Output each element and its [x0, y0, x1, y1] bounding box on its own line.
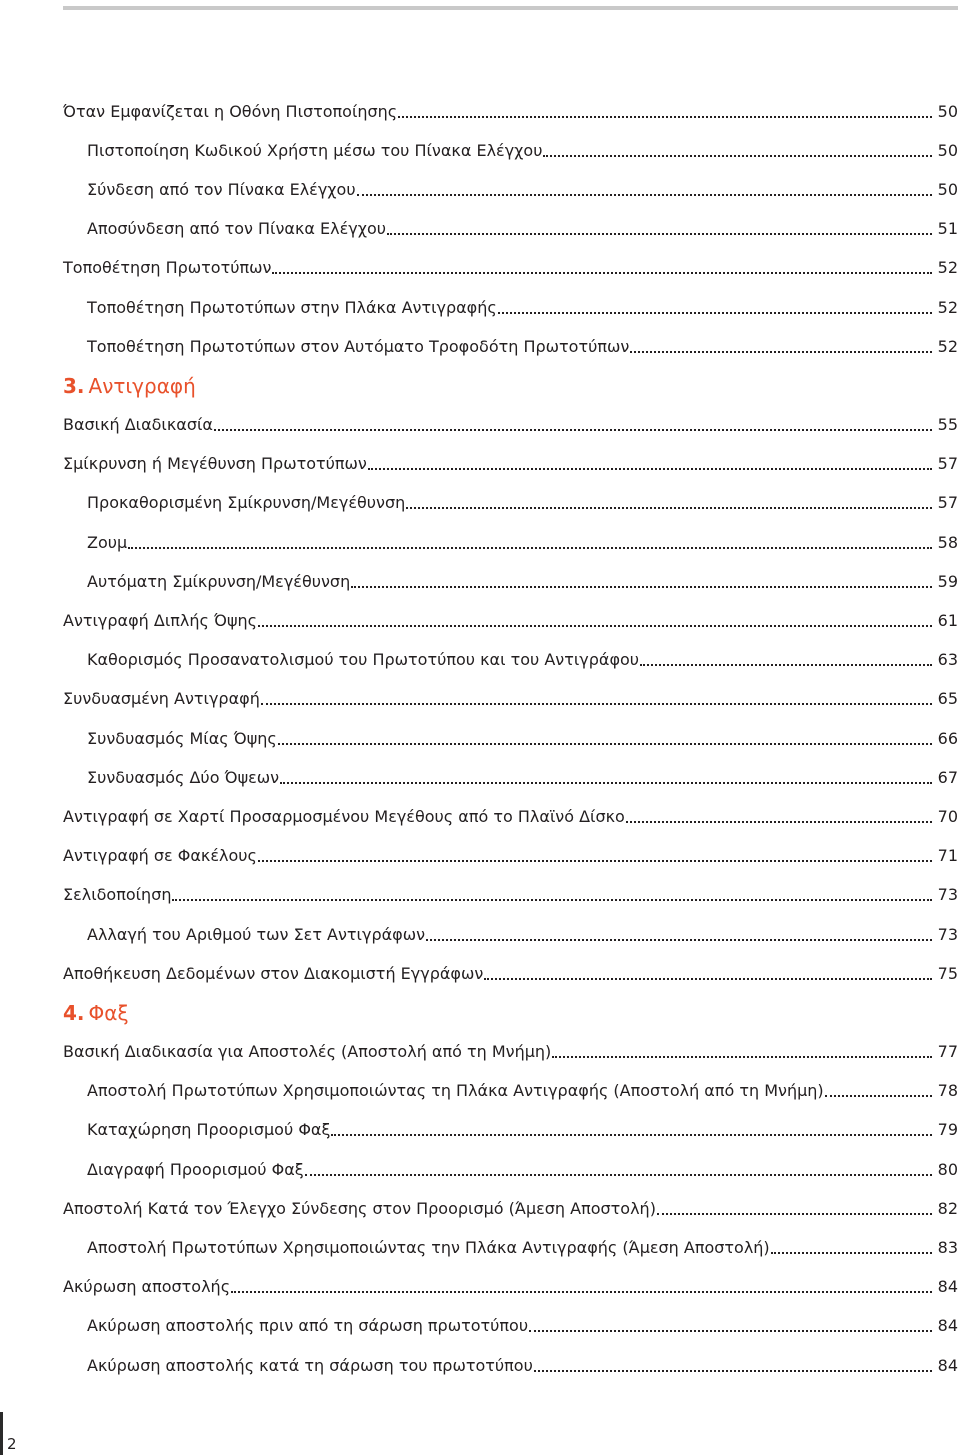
- toc-subentry[interactable]: [63, 288, 958, 327]
- toc-entry-title: Αποσύνδεση από τον Πίνακα Ελέγχου: [87, 219, 386, 239]
- toc-entry-title: Σύνδεση από τον Πίνακα Ελέγχου: [87, 179, 356, 199]
- dot-leader: [771, 1252, 932, 1254]
- toc-page-number: 59: [937, 571, 958, 591]
- toc-page-number: 63: [937, 650, 958, 670]
- dot-leader: [640, 664, 932, 666]
- toc-subentry[interactable]: [63, 1307, 958, 1346]
- chapter-number: 3.: [63, 373, 85, 398]
- toc-page-number: 83: [937, 1238, 958, 1258]
- toc-entry-title: Βασική Διαδικασία: [63, 415, 213, 435]
- toc-entry[interactable]: [63, 1189, 958, 1228]
- toc-page-number: 84: [937, 1277, 958, 1297]
- dot-leader: [280, 782, 932, 784]
- toc-entry-title: Καταχώρηση Προορισμού Φαξ: [87, 1120, 331, 1140]
- dot-leader: [529, 1330, 932, 1332]
- toc-subentry[interactable]: [63, 210, 958, 249]
- toc-entry[interactable]: [63, 954, 958, 993]
- toc-entry-title: Αντιγραφή σε Χαρτί Προσαρμοσμένου Μεγέθους από το Πλαϊνό Δίσκο: [63, 806, 625, 826]
- toc-entry[interactable]: [63, 601, 958, 640]
- toc-entry-title: Συνδυασμός Μίας Όψης: [87, 728, 277, 748]
- toc-subentry[interactable]: [63, 1072, 958, 1111]
- toc-entry-title: Σελιδοποίηση: [63, 885, 172, 905]
- toc-entry-title: Προκαθορισμένη Σμίκρυνση/Μεγέθυνση: [87, 493, 406, 513]
- dot-leader: [128, 547, 932, 549]
- toc-entry[interactable]: [63, 406, 958, 445]
- dot-leader: [630, 351, 932, 353]
- toc-entry-title: Τοποθέτηση Πρωτοτύπων στον Αυτόματο Τροφοδότη Πρωτοτύπων: [87, 336, 630, 356]
- toc-entry-title: Συνδυασμός Δύο Όψεων: [87, 767, 280, 787]
- toc-entry-title: Ακύρωση αποστολής: [63, 1277, 231, 1297]
- toc-entry-title: Αυτόματη Σμίκρυνση/Μεγέθυνση: [87, 571, 351, 591]
- toc-entry[interactable]: [63, 92, 958, 131]
- toc-page-number: 61: [937, 611, 958, 631]
- dot-leader: [534, 1370, 932, 1372]
- toc-entry-title: Ακύρωση αποστολής πριν από τη σάρωση πρωτοτύπου: [87, 1316, 529, 1336]
- toc-entry-title: Αντιγραφή σε Φακέλους: [63, 846, 257, 866]
- dot-leader: [278, 743, 932, 745]
- toc-entry-title: Αποθήκευση Δεδομένων στον Διακομιστή Εγγράφων: [63, 963, 484, 983]
- toc-page-number: 84: [937, 1355, 958, 1375]
- toc-subentry[interactable]: [63, 758, 958, 797]
- toc-subentry[interactable]: [63, 327, 958, 366]
- toc-entry[interactable]: [63, 837, 958, 876]
- dot-leader: [498, 312, 932, 314]
- toc-subentry[interactable]: [63, 1150, 958, 1189]
- toc-entry[interactable]: [63, 797, 958, 836]
- toc-entry[interactable]: [63, 680, 958, 719]
- toc-entry-title: Ζουμ: [87, 532, 128, 552]
- toc-subentry[interactable]: [63, 915, 958, 954]
- dot-leader: [368, 468, 932, 470]
- page-edge-mark: [0, 1412, 3, 1455]
- toc-entry[interactable]: [63, 876, 958, 915]
- toc-page-number: 58: [937, 532, 958, 552]
- toc-entry-title: Καθορισμός Προσανατολισμού του Πρωτοτύπου και του Αντιγράφου: [87, 650, 640, 670]
- toc-page-number: 77: [937, 1042, 958, 1062]
- dot-leader: [172, 899, 932, 901]
- chapter-number: 4.: [63, 1000, 85, 1025]
- header-rule: [63, 6, 958, 10]
- toc-subentry[interactable]: [63, 562, 958, 601]
- toc-page-number: 65: [937, 689, 958, 709]
- toc-entry-title: Όταν Εμφανίζεται η Οθόνη Πιστοποίησης: [63, 101, 398, 121]
- toc-entry-title: Αποστολή Πρωτοτύπων Χρησιμοποιώντας την Πλάκα Αντιγραφής (Άμεση Αποστολή): [87, 1238, 770, 1258]
- dot-leader: [351, 586, 932, 588]
- toc-page-number: 73: [937, 885, 958, 905]
- toc-entry-title: Αλλαγή του Αριθμού των Σετ Αντιγράφων: [87, 924, 426, 944]
- dot-leader: [552, 1056, 932, 1058]
- toc-entry-title: Διαγραφή Προορισμού Φαξ: [87, 1159, 304, 1179]
- dot-leader: [387, 233, 932, 235]
- toc-subentry[interactable]: [63, 484, 958, 523]
- toc-subentry[interactable]: [63, 1346, 958, 1385]
- dot-leader: [406, 507, 932, 509]
- toc-entry[interactable]: [63, 249, 958, 288]
- dot-leader: [543, 155, 932, 157]
- toc-page-number: 71: [937, 846, 958, 866]
- toc-page-number: 50: [937, 140, 958, 160]
- toc-page-number: 78: [937, 1081, 958, 1101]
- toc-page-number: 75: [937, 963, 958, 983]
- toc-page-number: 66: [937, 728, 958, 748]
- chapter-title: Φαξ: [88, 1000, 129, 1025]
- toc-page-number: 79: [937, 1120, 958, 1140]
- toc-page-number: 52: [937, 258, 958, 278]
- page-number: 2: [7, 1435, 17, 1453]
- dot-leader: [261, 703, 932, 705]
- toc-subentry[interactable]: [63, 1228, 958, 1267]
- table-of-contents: [63, 92, 958, 1385]
- dot-leader: [231, 1291, 932, 1293]
- toc-page-number: 52: [937, 297, 958, 317]
- dot-leader: [484, 978, 932, 980]
- toc-page-number: 57: [937, 493, 958, 513]
- dot-leader: [626, 821, 932, 823]
- dot-leader: [214, 429, 932, 431]
- toc-entry-title: Πιστοποίηση Κωδικού Χρήστη μέσω του Πίνακα Ελέγχου: [87, 140, 543, 160]
- toc-entry[interactable]: [63, 1268, 958, 1307]
- toc-entry-title: Αντιγραφή Διπλής Όψης: [63, 611, 258, 631]
- toc-page-number: 70: [937, 806, 958, 826]
- toc-page-number: 55: [937, 415, 958, 435]
- toc-entry-title: Αποστολή Πρωτοτύπων Χρησιμοποιώντας τη Πλάκα Αντιγραφής (Αποστολή από τη Μνήμη): [87, 1081, 824, 1101]
- toc-entry[interactable]: [63, 445, 958, 484]
- toc-entry-title: Αποστολή Κατά τον Έλεγχο Σύνδεσης στον Προορισμό (Άμεση Αποστολή): [63, 1198, 656, 1218]
- toc-page-number: 67: [937, 767, 958, 787]
- toc-page-number: 51: [937, 219, 958, 239]
- toc-page-number: 50: [937, 101, 958, 121]
- toc-subentry[interactable]: [63, 523, 958, 562]
- toc-page-number: 73: [937, 924, 958, 944]
- toc-subentry[interactable]: [63, 1111, 958, 1150]
- dot-leader: [258, 625, 932, 627]
- dot-leader: [398, 116, 932, 118]
- chapter-heading[interactable]: [63, 993, 958, 1032]
- chapter-heading[interactable]: [63, 366, 958, 405]
- toc-entry-title: Σμίκρυνση ή Μεγέθυνση Πρωτοτύπων: [63, 454, 367, 474]
- chapter-title: Αντιγραφή: [88, 373, 196, 398]
- toc-page-number: 57: [937, 454, 958, 474]
- dot-leader: [258, 860, 932, 862]
- toc-entry-title: Τοποθέτηση Πρωτοτύπων στην Πλάκα Αντιγραφής: [87, 297, 497, 317]
- toc-entry[interactable]: [63, 1033, 958, 1072]
- toc-page-number: 50: [937, 179, 958, 199]
- toc-page-number: 80: [937, 1159, 958, 1179]
- dot-leader: [357, 194, 932, 196]
- dot-leader: [825, 1095, 932, 1097]
- toc-subentry[interactable]: [63, 170, 958, 209]
- toc-page-number: 84: [937, 1316, 958, 1336]
- toc-subentry[interactable]: [63, 641, 958, 680]
- toc-entry-title: Βασική Διαδικασία για Αποστολές (Αποστολή από τη Μνήμη): [63, 1042, 552, 1062]
- toc-subentry[interactable]: [63, 719, 958, 758]
- dot-leader: [331, 1134, 932, 1136]
- dot-leader: [305, 1174, 932, 1176]
- dot-leader: [426, 939, 932, 941]
- toc-page-number: 52: [937, 336, 958, 356]
- toc-entry-title: Συνδυασμένη Αντιγραφή: [63, 689, 260, 709]
- toc-entry-title: Ακύρωση αποστολής κατά τη σάρωση του πρωτοτύπου: [87, 1355, 533, 1375]
- toc-page-number: 82: [937, 1198, 958, 1218]
- dot-leader: [272, 272, 932, 274]
- dot-leader: [657, 1213, 932, 1215]
- toc-entry-title: Τοποθέτηση Πρωτοτύπων: [63, 258, 272, 278]
- toc-subentry[interactable]: [63, 131, 958, 170]
